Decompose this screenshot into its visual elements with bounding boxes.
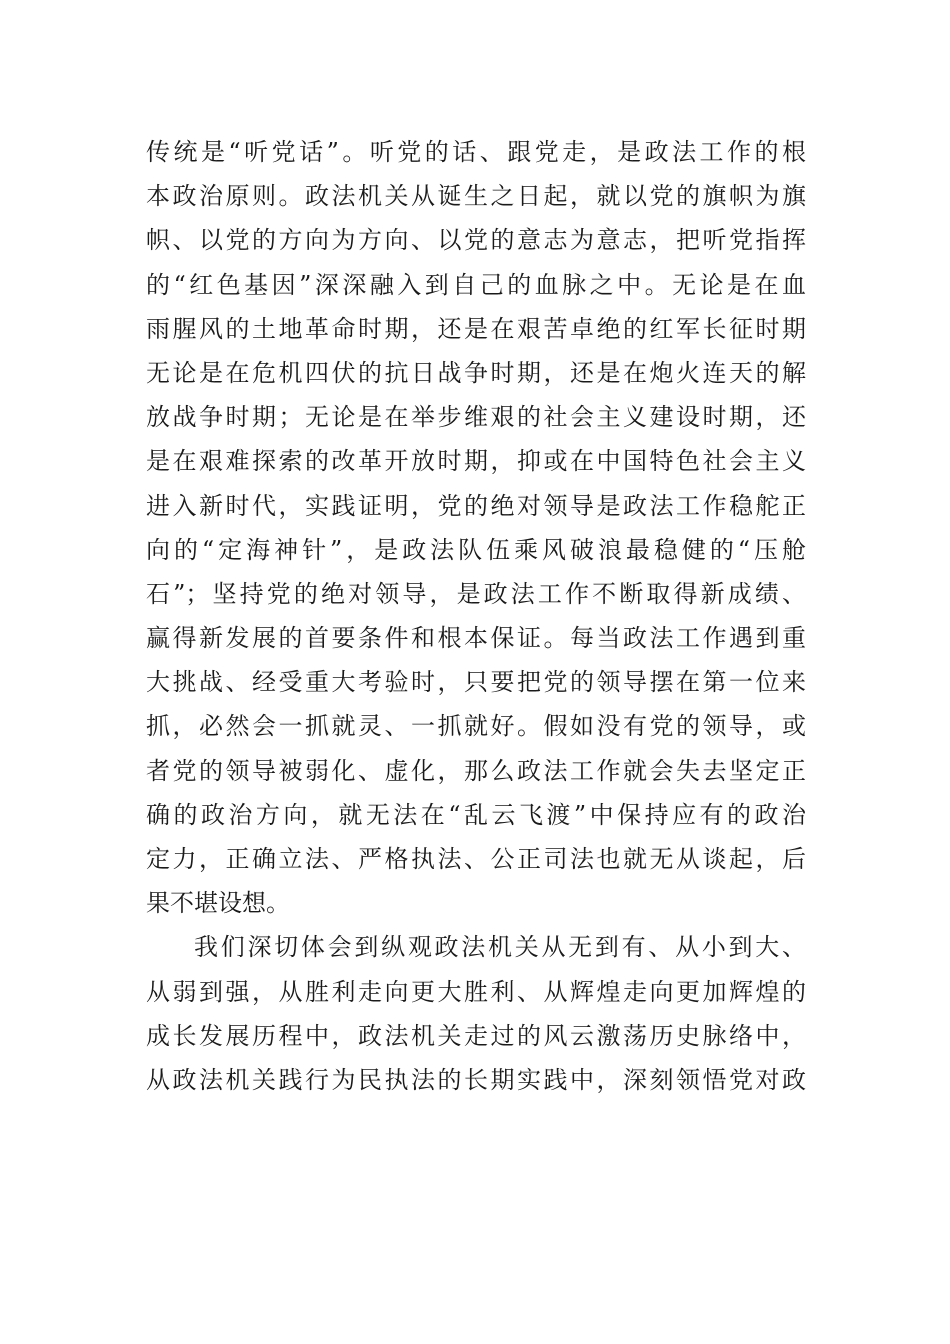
body-text [146, 130, 806, 1102]
text-line: 从弱到强，从胜利走向更大胜利、从辉煌走向更加辉煌的 [146, 977, 806, 1006]
text-line: 向的“定海神针”，是政法队伍乘风破浪最稳健的“压舱 [146, 535, 806, 564]
text-line: 放战争时期；无论是在举步维艰的社会主义建设时期，还 [146, 403, 806, 432]
text-line: 成长发展历程中，政法机关走过的风云激荡历史脉络中， [146, 1021, 806, 1050]
text-line: 帜、以党的方向为方向、以党的意志为意志，把听党指挥 [146, 226, 806, 255]
text-line: 本政治原则。政法机关从诞生之日起，就以党的旗帜为旗 [146, 182, 806, 211]
text-line: 从政法机关践行为民执法的长期实践中，深刻领悟党对政 [146, 1065, 806, 1094]
text-line: 抓，必然会一抓就灵、一抓就好。假如没有党的领导，或 [146, 712, 806, 741]
text-line: 传统是“听党话”。听党的话、跟党走，是政法工作的根 [146, 138, 806, 166]
paragraph-1 [146, 130, 806, 925]
text-line: 无论是在危机四伏的抗日战争时期，还是在炮火连天的解 [146, 358, 806, 387]
text-line: 确的政治方向，就无法在“乱云飞渡”中保持应有的政治 [146, 800, 806, 829]
text-line: 进入新时代，实践证明，党的绝对领导是政法工作稳舵正 [146, 491, 806, 520]
text-line: 者党的领导被弱化、虚化，那么政法工作就会失去坚定正 [146, 756, 806, 785]
text-line: 大挑战、经受重大考验时，只要把党的领导摆在第一位来 [146, 668, 806, 697]
text-line: 的“红色基因”深深融入到自己的血脉之中。无论是在血 [146, 270, 806, 299]
text-line: 赢得新发展的首要条件和根本保证。每当政法工作遇到重 [146, 624, 806, 653]
text-line: 是在艰难探索的改革开放时期，抑或在中国特色社会主义 [146, 447, 806, 476]
text-line: 我们深切体会到纵观政法机关从无到有、从小到大、 [194, 933, 806, 962]
text-line: 定力，正确立法、严格执法、公正司法也就无从谈起，后 [146, 845, 806, 873]
text-line: 石”；坚持党的绝对领导，是政法工作不断取得新成绩、 [146, 579, 806, 608]
paragraph-2 [146, 925, 806, 1102]
text-line: 雨腥风的土地革命时期，还是在艰苦卓绝的红军长征时期 [146, 314, 806, 343]
text-line: 果不堪设想。 [146, 889, 290, 918]
